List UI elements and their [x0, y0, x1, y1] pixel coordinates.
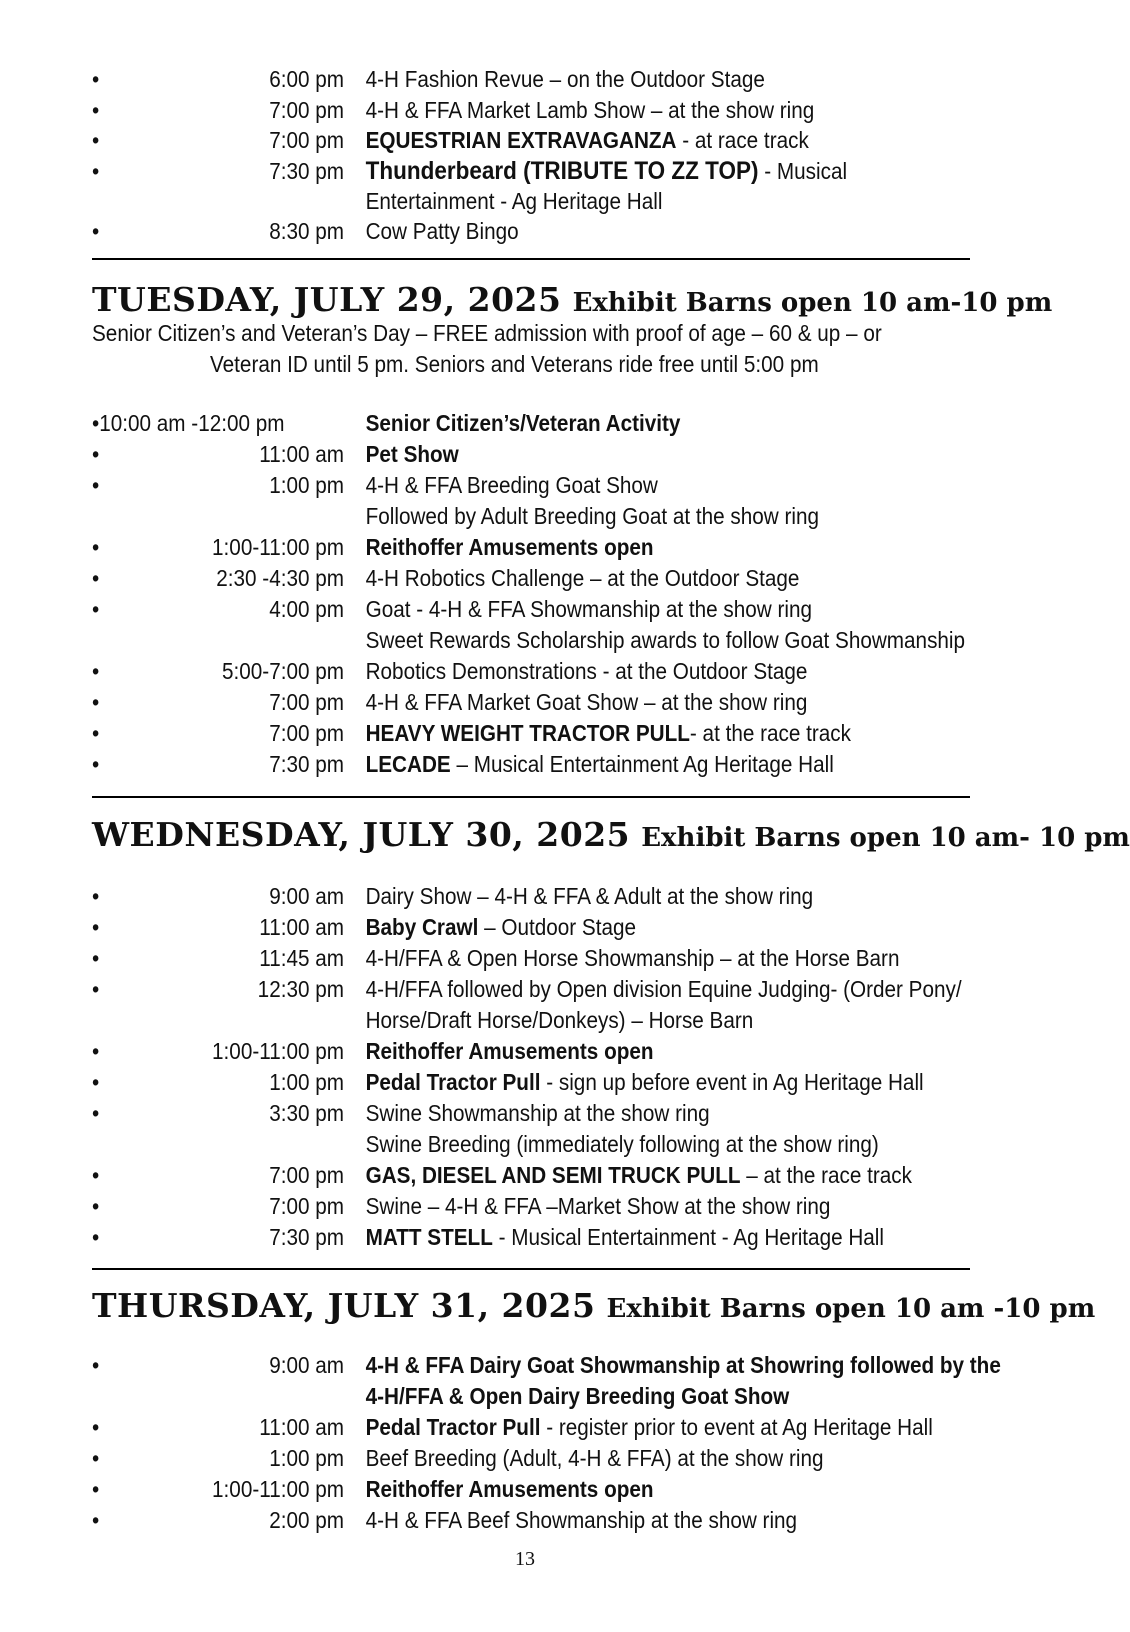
bullet: •	[92, 534, 100, 560]
bullet: •	[92, 1069, 100, 1095]
schedule-row	[92, 912, 884, 943]
event-time: 11:00 am	[259, 914, 344, 940]
event-desc	[366, 501, 819, 532]
event-text: 4-H/FFA & Open Horse Showmanship – at the Horse Barn	[365, 945, 900, 971]
event-text: 4-H/FFA followed by Open division Equine Judging- (Order Pony/	[365, 976, 962, 1002]
event-time: 7:30 pm	[269, 1224, 344, 1250]
event-desc	[366, 1160, 912, 1191]
schedule-row	[92, 1191, 884, 1222]
event-text: Swine – 4-H & FFA –Market Show at the show ring	[365, 1193, 831, 1219]
day-header	[92, 815, 1130, 854]
bullet: •	[92, 751, 100, 777]
event-desc	[366, 656, 808, 687]
schedule-row-continuation	[92, 625, 966, 656]
event-text: - Musical	[758, 158, 848, 184]
event-text: - Musical Entertainment - Ag Heritage Hall	[492, 1224, 885, 1250]
barn-hours: Exhibit Barns open 10 am-10 pm	[572, 288, 1053, 318]
event-desc	[366, 974, 962, 1005]
event-text: 4-H & FFA Breeding Goat Show	[365, 472, 658, 498]
bullet: •	[92, 1507, 100, 1533]
event-time: 1:00-11:00 pm	[212, 1476, 344, 1502]
schedule-row-continuation	[92, 186, 884, 217]
schedule-row	[92, 156, 884, 187]
event-time: 7:00 pm	[269, 97, 344, 123]
event-time: 7:00 pm	[269, 689, 344, 715]
bullet: •	[92, 976, 100, 1002]
event-highlight: Reithoffer Amusements open	[365, 1476, 654, 1502]
event-desc	[366, 216, 519, 247]
page-number: 13	[515, 1548, 535, 1570]
event-highlight: Pet Show	[365, 441, 459, 467]
schedule-row	[92, 881, 884, 912]
event-highlight: Thunderbeard (TRIBUTE TO ZZ TOP)	[365, 157, 759, 185]
schedule-row	[92, 749, 884, 780]
event-text: – at the race track	[740, 1162, 912, 1188]
event-highlight: 4-H & FFA Dairy Goat Showmanship at Showring followed by the	[365, 1352, 1001, 1378]
bullet: •	[92, 720, 100, 746]
event-text: 4-H Fashion Revue – on the Outdoor Stage	[365, 66, 765, 92]
event-time: 2:30 -4:30 pm	[216, 565, 344, 591]
event-time: 8:30 pm	[269, 218, 344, 244]
event-desc	[366, 749, 834, 780]
schedule-row	[92, 439, 884, 470]
event-text: 4-H & FFA Market Goat Show – at the show ring	[365, 689, 808, 715]
schedule-row	[92, 718, 884, 749]
event-highlight: Reithoffer Amusements open	[365, 534, 654, 560]
event-desc	[366, 186, 663, 217]
event-desc	[366, 156, 847, 187]
event-text: Cow Patty Bingo	[365, 218, 519, 244]
schedule-row-continuation	[92, 1381, 884, 1412]
event-desc	[366, 470, 658, 501]
bullet: •	[92, 1352, 100, 1378]
event-highlight: Reithoffer Amusements open	[365, 1038, 654, 1064]
event-text: – Musical Entertainment Ag Heritage Hall	[450, 751, 834, 777]
bullet: •	[92, 218, 100, 244]
day-title: WEDNESDAY, JULY 30, 2025	[92, 815, 631, 854]
bullet: •	[92, 97, 100, 123]
event-time: 11:00 am	[259, 1414, 344, 1440]
event-desc	[366, 1098, 710, 1129]
bullet: •	[92, 472, 100, 498]
event-text: Sweet Rewards Scholarship awards to follow Goat Showmanship	[365, 627, 966, 653]
event-desc	[366, 1222, 884, 1253]
event-text: 4-H Robotics Challenge – at the Outdoor Stage	[365, 565, 800, 591]
event-text: 4-H & FFA Market Lamb Show – at the show ring	[365, 97, 815, 123]
event-time: 5:00-7:00 pm	[222, 658, 344, 684]
day-header	[92, 280, 1053, 319]
schedule-row	[92, 216, 884, 247]
schedule-row	[92, 1443, 884, 1474]
schedule-row	[92, 1160, 912, 1191]
day-title: TUESDAY, JULY 29, 2025	[92, 280, 562, 319]
event-time: 7:00 pm	[269, 1162, 344, 1188]
bullet: •	[92, 1445, 100, 1471]
schedule-row	[92, 1036, 884, 1067]
schedule-row-continuation	[92, 1129, 884, 1160]
schedule-row	[92, 563, 884, 594]
event-highlight: LECADE	[365, 751, 451, 777]
section-divider	[92, 1268, 970, 1270]
event-desc	[366, 1474, 654, 1505]
event-desc	[366, 1129, 879, 1160]
day-subtitle: Veteran ID until 5 pm. Seniors and Veterans ride free until 5:00 pm	[210, 351, 819, 377]
event-text: Dairy Show – 4-H & FFA & Adult at the show ring	[365, 883, 814, 909]
event-text: - register prior to event at Ag Heritage Hall	[540, 1414, 933, 1440]
schedule-row	[92, 1474, 884, 1505]
schedule-row	[92, 1505, 884, 1536]
event-text: - at race track	[676, 127, 809, 153]
event-time: 7:00 pm	[269, 127, 344, 153]
bullet: •	[92, 158, 100, 184]
event-text: Swine Showmanship at the show ring	[365, 1100, 710, 1126]
schedule-row	[92, 974, 962, 1005]
event-desc	[366, 1067, 924, 1098]
bullet: •	[92, 1100, 100, 1126]
bullet: •	[92, 1476, 100, 1502]
event-time: 1:00 pm	[269, 1445, 344, 1471]
event-time: 9:00 am	[269, 883, 344, 909]
barn-hours: Exhibit Barns open 10 am -10 pm	[606, 1294, 1096, 1324]
schedule-row	[92, 1098, 884, 1129]
day-subtitle: Senior Citizen’s and Veteran’s Day – FREE admission with proof of age – 60 & up – or	[92, 320, 882, 346]
event-text: Entertainment - Ag Heritage Hall	[365, 188, 663, 214]
event-text: 4-H & FFA Beef Showmanship at the show ring	[365, 1507, 798, 1533]
event-desc	[366, 912, 636, 943]
event-time: 7:00 pm	[269, 1193, 344, 1219]
event-desc	[366, 718, 851, 749]
event-desc	[366, 1036, 654, 1067]
event-time: 2:00 pm	[269, 1507, 344, 1533]
bullet: •	[92, 914, 100, 940]
event-highlight: HEAVY WEIGHT TRACTOR PULL	[365, 720, 690, 746]
schedule-row	[92, 470, 884, 501]
bullet: •	[92, 689, 100, 715]
event-desc	[366, 1412, 933, 1443]
event-desc	[366, 125, 809, 156]
event-desc	[366, 1505, 797, 1536]
event-text: Swine Breeding (immediately following at the show ring)	[365, 1131, 879, 1157]
event-time: 3:30 pm	[269, 1100, 344, 1126]
event-desc	[366, 439, 459, 470]
event-desc	[366, 1381, 790, 1412]
event-desc	[366, 881, 814, 912]
event-desc	[366, 408, 681, 439]
event-time: 7:30 pm	[269, 158, 344, 184]
event-highlight: GAS, DIESEL AND SEMI TRUCK PULL	[365, 1162, 741, 1188]
bullet: •	[92, 1414, 100, 1440]
event-desc	[366, 95, 815, 126]
schedule-row	[92, 687, 884, 718]
bullet: •	[92, 883, 100, 909]
event-text: - sign up before event in Ag Heritage Hall	[540, 1069, 924, 1095]
event-text: – Outdoor Stage	[478, 914, 637, 940]
event-desc	[366, 1350, 1001, 1381]
event-time: 1:00 pm	[269, 1069, 344, 1095]
schedule-row	[92, 408, 884, 439]
section-divider	[92, 796, 970, 798]
event-text: Robotics Demonstrations - at the Outdoor Stage	[365, 658, 808, 684]
event-text: Followed by Adult Breeding Goat at the show ring	[365, 503, 819, 529]
event-highlight: MATT STELL	[365, 1224, 493, 1250]
schedule-row	[92, 943, 900, 974]
event-time: 6:00 pm	[269, 66, 344, 92]
bullet: •	[92, 565, 100, 591]
bullet: •	[92, 945, 100, 971]
bullet: •	[92, 127, 100, 153]
schedule-row	[92, 1350, 1001, 1381]
bullet: •	[92, 66, 100, 92]
schedule-row	[92, 594, 884, 625]
bullet: •	[92, 1038, 100, 1064]
event-time: 7:30 pm	[269, 751, 344, 777]
event-text: - at the race track	[689, 720, 851, 746]
event-desc	[366, 563, 800, 594]
event-highlight: EQUESTRIAN EXTRAVAGANZA	[365, 127, 677, 153]
event-time: 7:00 pm	[269, 720, 344, 746]
event-desc	[366, 943, 900, 974]
bullet: •	[92, 658, 100, 684]
schedule-row-continuation	[92, 1005, 884, 1036]
bullet: •	[92, 1224, 100, 1250]
event-time: 1:00-11:00 pm	[212, 534, 344, 560]
event-time: 12:30 pm	[257, 976, 344, 1002]
event-desc	[366, 64, 765, 95]
schedule-row	[92, 125, 884, 156]
event-text: Horse/Draft Horse/Donkeys) – Horse Barn	[365, 1007, 754, 1033]
event-desc	[366, 594, 812, 625]
section-divider	[92, 258, 970, 260]
schedule-row	[92, 1412, 933, 1443]
event-desc	[366, 1191, 831, 1222]
event-highlight: Baby Crawl	[365, 914, 479, 940]
event-text: Beef Breeding (Adult, 4-H & FFA) at the show ring	[365, 1445, 824, 1471]
event-highlight: Pedal Tractor Pull	[365, 1069, 541, 1095]
bullet: •	[92, 1162, 100, 1188]
event-text: Goat - 4-H & FFA Showmanship at the show ring	[365, 596, 813, 622]
schedule-row	[92, 1067, 924, 1098]
event-time: 4:00 pm	[269, 596, 344, 622]
barn-hours: Exhibit Barns open 10 am- 10 pm	[641, 823, 1130, 853]
event-desc	[366, 532, 654, 563]
event-highlight: Senior Citizen’s/Veteran Activity	[365, 410, 681, 436]
schedule-row	[92, 656, 884, 687]
bullet: •	[92, 441, 100, 467]
event-time: 1:00 pm	[269, 472, 344, 498]
event-desc	[366, 625, 965, 656]
event-highlight: 4-H/FFA & Open Dairy Breeding Goat Show	[365, 1383, 790, 1409]
event-desc	[366, 1005, 754, 1036]
schedule-row-continuation	[92, 501, 884, 532]
day-header	[92, 1286, 1096, 1325]
schedule-row	[92, 1222, 884, 1253]
event-time: 11:00 am	[259, 441, 344, 467]
event-time: 1:00-11:00 pm	[212, 1038, 344, 1064]
schedule-row	[92, 95, 884, 126]
event-time: 9:00 am	[269, 1352, 344, 1378]
bullet: •	[92, 1193, 100, 1219]
schedule-row	[92, 532, 884, 563]
event-time: •10:00 am -12:00 pm	[92, 410, 285, 436]
day-title: THURSDAY, JULY 31, 2025	[92, 1286, 596, 1325]
bullet: •	[92, 596, 100, 622]
event-highlight: Pedal Tractor Pull	[365, 1414, 541, 1440]
event-desc	[366, 687, 808, 718]
schedule-row	[92, 64, 884, 95]
event-time: 11:45 am	[259, 945, 344, 971]
event-desc	[366, 1443, 824, 1474]
